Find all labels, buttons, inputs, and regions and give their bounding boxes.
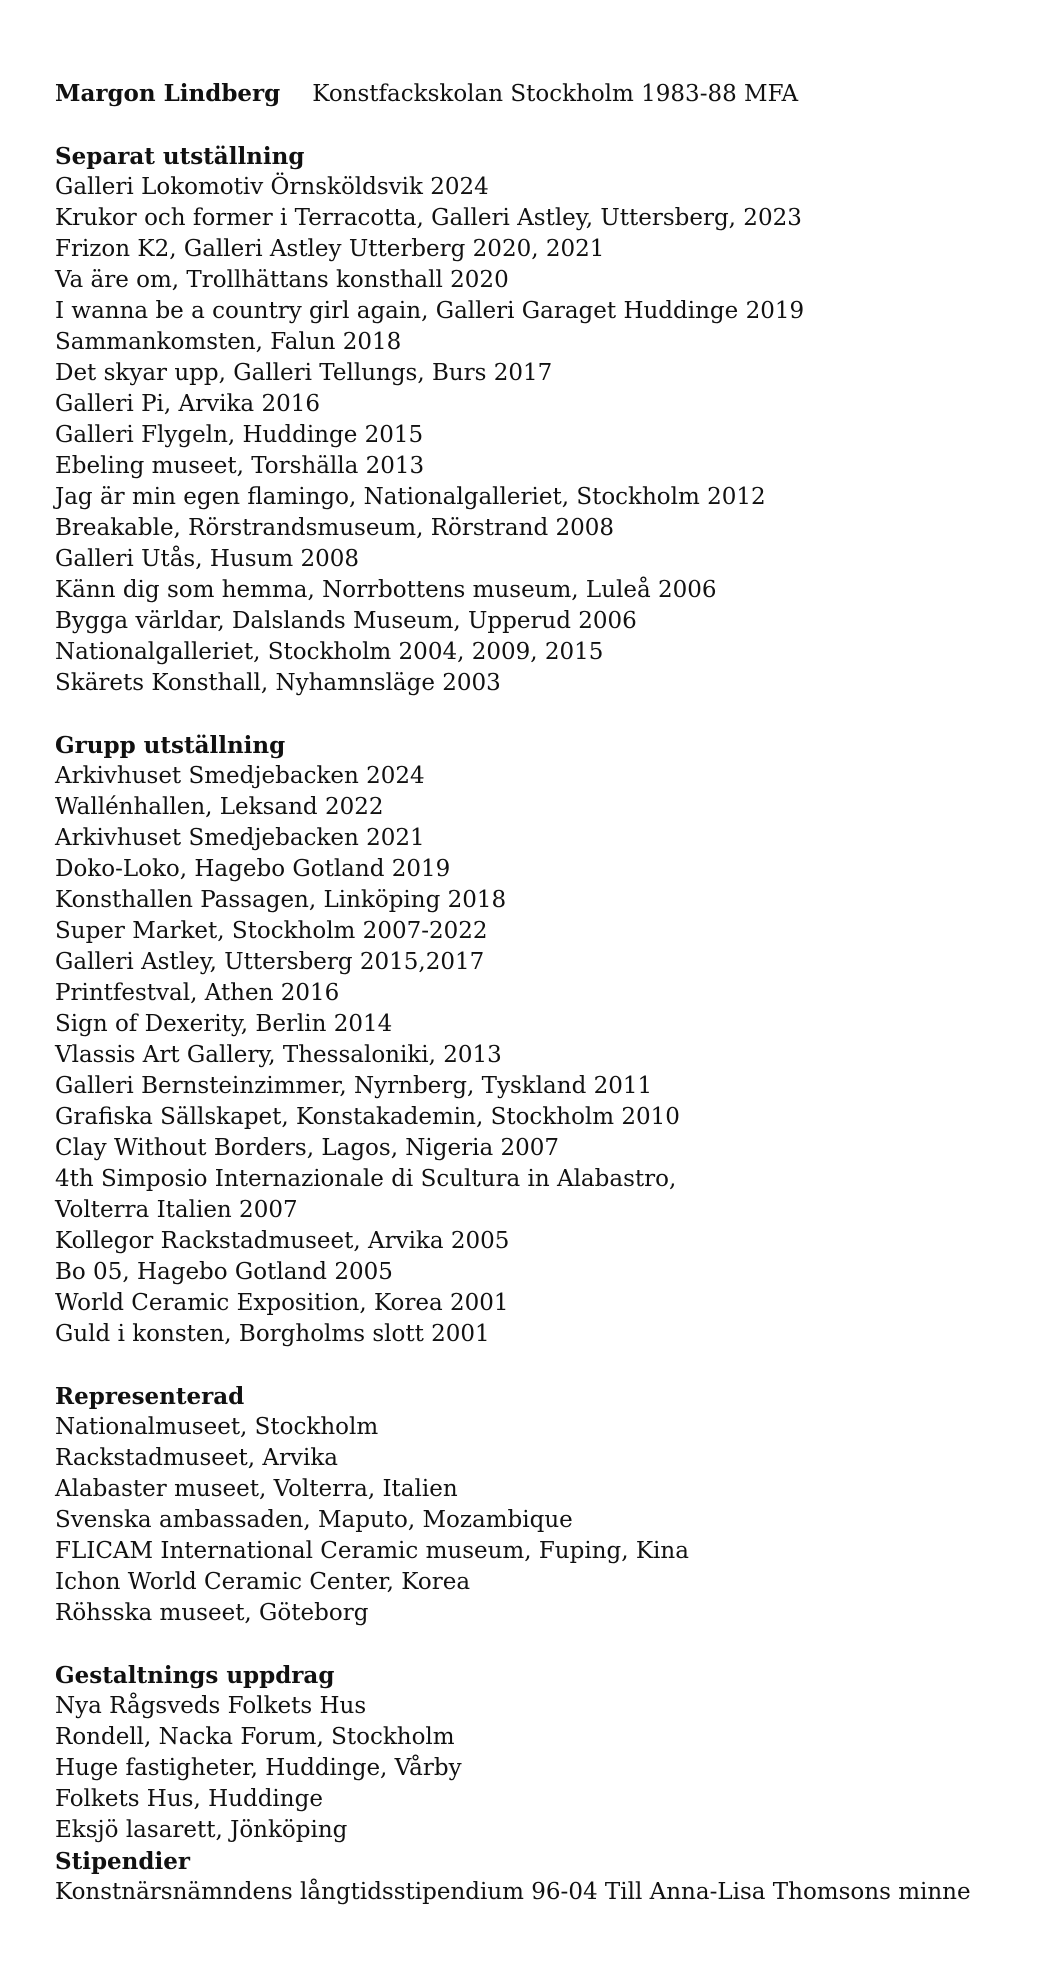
section-separat-utstallning — [55, 141, 1015, 699]
list-item: Ichon World Ceramic Center, Korea — [55, 1569, 471, 1595]
section-title: Grupp utställning — [55, 732, 286, 759]
section-title: Representerad — [55, 1383, 245, 1410]
section-representerad — [55, 1381, 1015, 1629]
list-item: Bygga världar, Dalslands Museum, Upperud 2006 — [55, 608, 637, 634]
list-item: Folkets Hus, Huddinge — [55, 1786, 323, 1812]
list-item: Frizon K2, Galleri Astley Utterberg 2020, 2021 — [55, 236, 605, 262]
list-item: Galleri Bernsteinzimmer, Nyrnberg, Tyskland 2011 — [55, 1073, 653, 1099]
list-item: Röhsska museet, Göteborg — [55, 1600, 369, 1626]
entry-list — [55, 172, 1015, 699]
list-item: Det skyar upp, Galleri Tellungs, Burs 2017 — [55, 360, 553, 386]
list-item: Kollegor Rackstadmuseet, Arvika 2005 — [55, 1228, 510, 1254]
list-item: Volterra Italien 2007 — [55, 1197, 298, 1223]
list-item: Konsthallen Passagen, Linköping 2018 — [55, 887, 507, 913]
list-item: Clay Without Borders, Lagos, Nigeria 2007 — [55, 1135, 560, 1161]
list-item: Ebeling museet, Torshälla 2013 — [55, 453, 425, 479]
list-item: Alabaster museet, Volterra, Italien — [55, 1476, 458, 1502]
list-item: Svenska ambassaden, Maputo, Mozambique — [55, 1507, 573, 1533]
list-item: Huge fastigheter, Huddinge, Vårby — [55, 1755, 462, 1781]
list-item: Nationalgalleriet, Stockholm 2004, 2009, 2015 — [55, 639, 604, 665]
section-grupp-utstallning — [55, 730, 1015, 1350]
list-item: I wanna be a country girl again, Galleri Garaget Huddinge 2019 — [55, 298, 805, 324]
list-item: 4th Simposio Internazionale di Scultura in Alabastro, — [55, 1166, 677, 1192]
section-title: Separat utställning — [55, 143, 305, 170]
list-item: Wallénhallen, Leksand 2022 — [55, 794, 384, 820]
list-item: Doko-Loko, Hagebo Gotland 2019 — [55, 856, 451, 882]
list-item: Breakable, Rörstrandsmuseum, Rörstrand 2008 — [55, 515, 615, 541]
entry-list — [55, 1691, 1015, 1846]
entry-list — [55, 1877, 1015, 1908]
list-item: Konstnärsnämndens långtidsstipendium 96-04 Till Anna-Lisa Thomsons minne — [55, 1879, 971, 1905]
list-item: Krukor och former i Terracotta, Galleri Astley, Uttersberg, 2023 — [55, 205, 802, 231]
list-item: Rondell, Nacka Forum, Stockholm — [55, 1724, 455, 1750]
list-item: Vlassis Art Gallery, Thessaloniki, 2013 — [55, 1042, 502, 1068]
list-item: Sammankomsten, Falun 2018 — [55, 329, 402, 355]
list-item: Skärets Konsthall, Nyhamnsläge 2003 — [55, 670, 501, 696]
section-title: Gestaltnings uppdrag — [55, 1662, 335, 1689]
list-item: Eksjö lasarett, Jönköping — [55, 1817, 348, 1843]
list-item: Grafiska Sällskapet, Konstakademin, Stockholm 2010 — [55, 1104, 680, 1130]
list-item: Galleri Utås, Husum 2008 — [55, 546, 359, 572]
list-item: Galleri Flygeln, Huddinge 2015 — [55, 422, 424, 448]
section-gestaltnings-uppdrag — [55, 1660, 1015, 1846]
list-item: Jag är min egen flamingo, Nationalgalleriet, Stockholm 2012 — [55, 484, 766, 510]
list-item: Arkivhuset Smedjebacken 2021 — [55, 825, 425, 851]
section-stipendier — [55, 1846, 1015, 1908]
list-item: Känn dig som hemma, Norrbottens museum, Luleå 2006 — [55, 577, 717, 603]
list-item: Va äre om, Trollhättans konsthall 2020 — [55, 267, 509, 293]
cv-header — [55, 78, 1015, 110]
list-item: Super Market, Stockholm 2007-2022 — [55, 918, 488, 944]
list-item: Guld i konsten, Borgholms slott 2001 — [55, 1321, 490, 1347]
list-item: Arkivhuset Smedjebacken 2024 — [55, 763, 425, 789]
cv-document — [55, 78, 1015, 1908]
education-line: Konstfackskolan Stockholm 1983-88 MFA — [312, 81, 799, 107]
list-item: Nationalmuseet, Stockholm — [55, 1414, 379, 1440]
list-item: Galleri Pi, Arvika 2016 — [55, 391, 320, 417]
list-item: Galleri Lokomotiv Örnsköldsvik 2024 — [55, 174, 489, 200]
entry-list — [55, 1412, 1015, 1629]
list-item: Nya Rågsveds Folkets Hus — [55, 1693, 367, 1719]
list-item: Bo 05, Hagebo Gotland 2005 — [55, 1259, 393, 1285]
artist-name: Margon Lindberg — [55, 80, 281, 107]
list-item: Printfestval, Athen 2016 — [55, 980, 340, 1006]
list-item: World Ceramic Exposition, Korea 2001 — [55, 1290, 509, 1316]
list-item: Galleri Astley, Uttersberg 2015,2017 — [55, 949, 485, 975]
list-item: Sign of Dexerity, Berlin 2014 — [55, 1011, 393, 1037]
entry-list — [55, 761, 1015, 1350]
list-item: FLICAM International Ceramic museum, Fuping, Kina — [55, 1538, 689, 1564]
section-title: Stipendier — [55, 1848, 190, 1875]
list-item: Rackstadmuseet, Arvika — [55, 1445, 338, 1471]
